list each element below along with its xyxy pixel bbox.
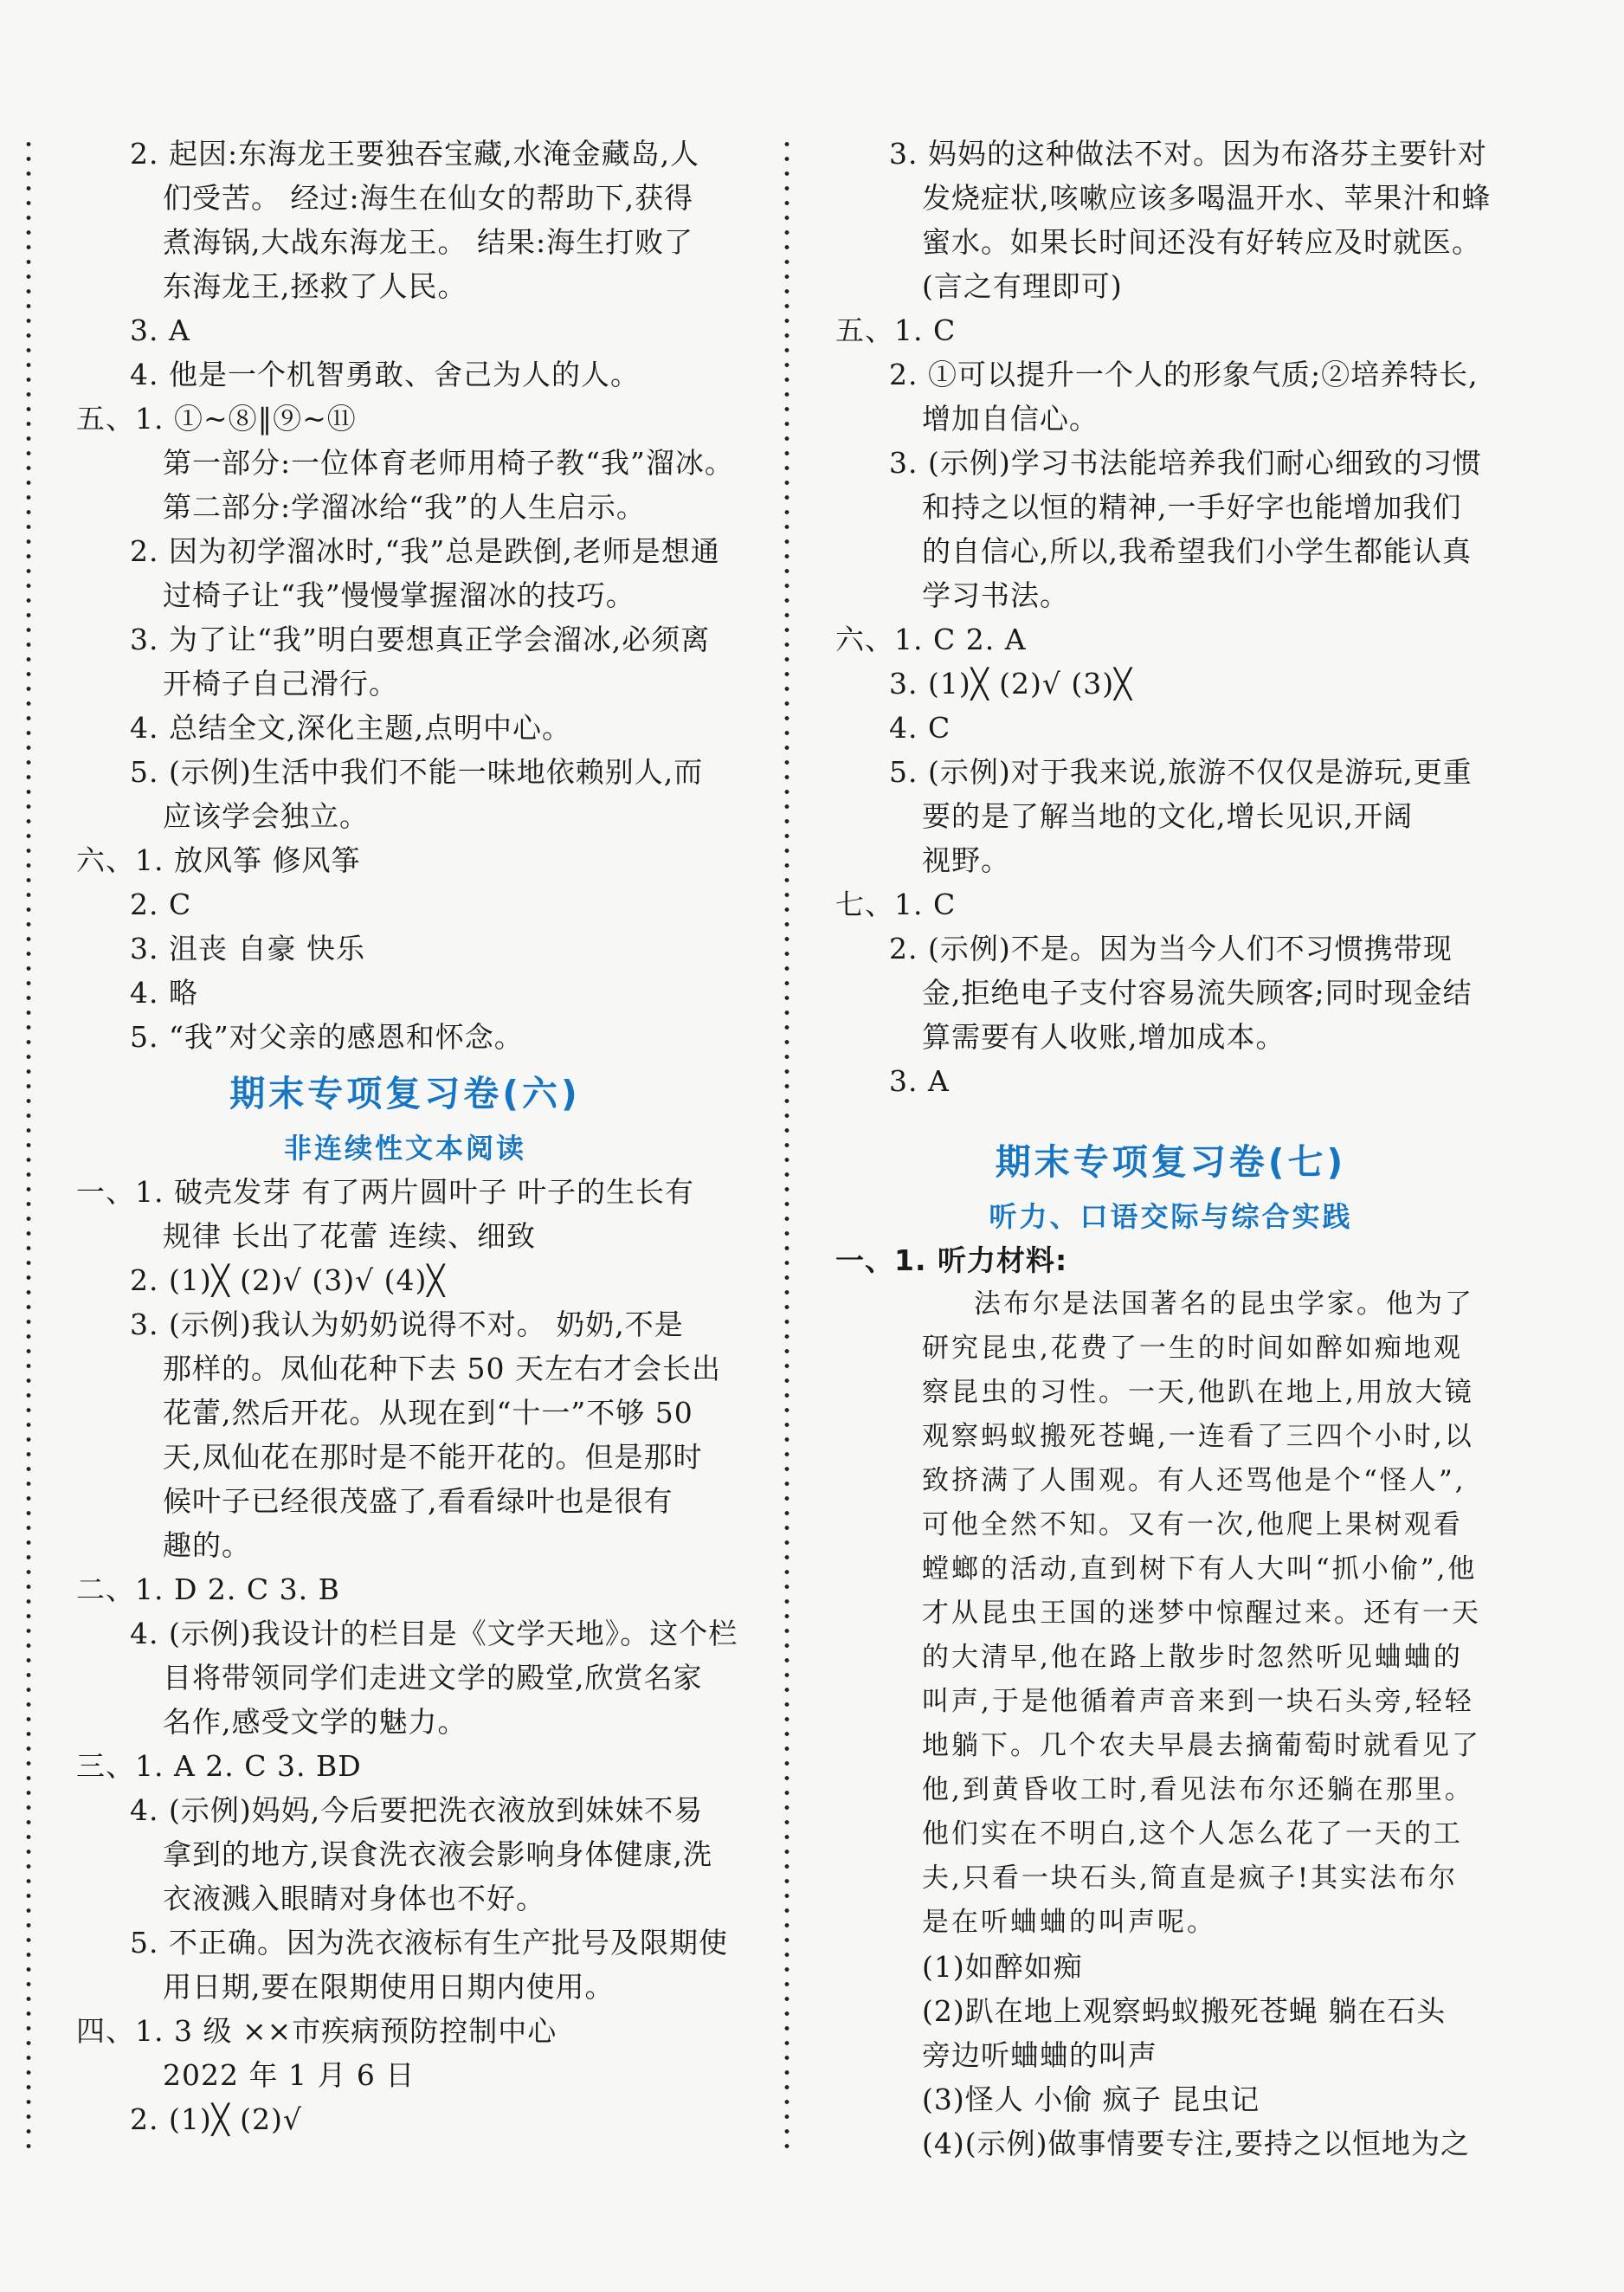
answer-line: 3. 沮丧 自豪 快乐 bbox=[130, 932, 365, 965]
answer-line: 2. (1)╳ (2)√ bbox=[130, 2102, 302, 2136]
answer-line: 候叶子已经很茂盛了,看看绿叶也是很有 bbox=[163, 1484, 673, 1518]
answer-line: 煮海锅,大战东海龙王。 结果:海生打败了 bbox=[163, 225, 694, 259]
answer-line: 天,凤仙花在那时是不能开花的。但是那时 bbox=[163, 1440, 703, 1474]
answer-line: 4. 他是一个机智勇敢、舍己为人的人。 bbox=[130, 358, 640, 391]
answer-line: 5. (示例)生活中我们不能一味地依赖别人,而 bbox=[130, 755, 704, 789]
answer-line: 5. “我”对父亲的感恩和怀念。 bbox=[130, 1020, 524, 1054]
listening-heading: 一、1. 听力材料: bbox=[835, 1243, 1068, 1277]
answer-line: 发烧症状,咳嗽应该多喝温开水、苹果汁和蜂 bbox=[922, 181, 1492, 215]
answer-line: 4. 总结全文,深化主题,点明中心。 bbox=[130, 711, 571, 745]
answer-line: 2. ①可以提升一个人的形象气质;②培养特长, bbox=[889, 358, 1479, 391]
answer-line: 2. C bbox=[130, 888, 192, 921]
left-answers-top bbox=[76, 132, 734, 1059]
answer-line: 3. (示例)我认为奶奶说得不对。 奶奶,不是 bbox=[130, 1307, 684, 1341]
answer-line: 夫,只看一块石头,简直是疯子!其实法布尔 bbox=[922, 1863, 1459, 1894]
answer-line: 2. 因为初学溜冰时,“我”总是跌倒,老师是想通 bbox=[130, 534, 720, 568]
answer-line: 七、1. C bbox=[835, 888, 957, 921]
answer-line: 法布尔是法国著名的昆虫学家。他为了 bbox=[974, 1288, 1474, 1320]
answer-line: 3. A bbox=[889, 1064, 950, 1098]
answer-line: 和持之以恒的精神,一手好字也能增加我们 bbox=[922, 490, 1462, 524]
answer-line: 增加自信心。 bbox=[922, 402, 1099, 436]
answer-line: 他,到黄昏收工时,看见法布尔还躺在那里。 bbox=[922, 1774, 1474, 1805]
answer-line: (4)(示例)做事情要专注,要持之以恒地为之 bbox=[922, 2127, 1470, 2160]
answer-line: 东海龙王,拯救了人民。 bbox=[163, 269, 467, 303]
answer-line: 3. (示例)学习书法能培养我们耐心细致的习惯 bbox=[889, 446, 1482, 480]
answer-line: 要的是了解当地的文化,增长见识,开阔 bbox=[922, 799, 1413, 833]
answer-line: 视野。 bbox=[922, 843, 1010, 877]
answer-line: 4. (示例)我设计的栏目是《文学天地》。这个栏 bbox=[130, 1617, 738, 1650]
binding-dots-middle bbox=[784, 137, 789, 2154]
answer-line: 5. (示例)对于我来说,旅游不仅仅是游玩,更重 bbox=[889, 755, 1473, 789]
answer-line: 旁边听蛐蛐的叫声 bbox=[922, 2038, 1157, 2072]
answer-line: 三、1. A 2. C 3. BD bbox=[76, 1749, 362, 1783]
answer-line: 六、1. 放风筝 修风筝 bbox=[76, 843, 361, 877]
section-subtitle-7: 听力、口语交际与综合实践 bbox=[989, 1200, 1353, 1233]
answer-line: 3. (1)╳ (2)√ (3)╳ bbox=[889, 667, 1132, 701]
answer-line: 才从昆虫王国的迷梦中惊醒过来。还有一天 bbox=[922, 1598, 1481, 1629]
answer-line: (1)如醉如痴 bbox=[922, 1950, 1083, 1984]
answer-line: 金,拒绝电子支付容易流失顾客;同时现金结 bbox=[922, 976, 1473, 1010]
answer-line: 3. A bbox=[130, 313, 190, 347]
answer-line: 的大清早,他在路上散步时忽然听见蛐蛐的 bbox=[922, 1642, 1463, 1673]
answer-line: 名作,感受文学的魅力。 bbox=[163, 1705, 467, 1739]
answer-line: 拿到的地方,误食洗衣液会影响身体健康,洗 bbox=[163, 1837, 712, 1871]
answer-line: 五、1. C bbox=[835, 313, 957, 347]
answer-line: 可他全然不知。又有一次,他爬上果树观看 bbox=[922, 1509, 1463, 1540]
answer-line: 2. (示例)不是。因为当今人们不习惯携带现 bbox=[889, 932, 1453, 965]
answer-line: 二、1. D 2. C 3. B bbox=[76, 1572, 340, 1606]
section-title-7: 期末专项复习卷(七) bbox=[995, 1141, 1347, 1183]
answer-line: 四、1. 3 级 ××市疾病预防控制中心 bbox=[76, 2014, 557, 2048]
answer-line: 5. 不正确。因为洗衣液标有生产批号及限期使 bbox=[130, 1926, 728, 1959]
right-column bbox=[835, 132, 1506, 2166]
answer-line: 一、1. 破壳发芽 有了两片圆叶子 叶子的生长有 bbox=[76, 1175, 694, 1209]
left-answers-bottom bbox=[76, 1170, 738, 2141]
answer-line: 学习书法。 bbox=[922, 578, 1069, 612]
answer-line: 第二部分:学溜冰给“我”的人生启示。 bbox=[163, 490, 646, 524]
answer-line: 六、1. C 2. A bbox=[835, 623, 1027, 656]
answer-line: 用日期,要在限期使用日期内使用。 bbox=[163, 1970, 615, 2004]
answer-line: 是在听蛐蛐的叫声呢。 bbox=[922, 1907, 1216, 1938]
answer-line: 2022 年 1 月 6 日 bbox=[163, 2058, 416, 2092]
answer-line: 蜜水。如果长时间还没有好转应及时就医。 bbox=[922, 225, 1481, 259]
answer-line: 目将带领同学们走进文学的殿堂,欣赏名家 bbox=[163, 1661, 703, 1695]
answer-line: 4. C bbox=[889, 711, 951, 745]
right-answers-top bbox=[835, 132, 1506, 1103]
answer-line: 那样的。凤仙花种下去 50 天左右才会长出 bbox=[163, 1352, 721, 1385]
section-subtitle-6: 非连续性文本阅读 bbox=[283, 1132, 526, 1165]
answer-line: 观察蚂蚁搬死苍蝇,一连看了三四个小时,以 bbox=[922, 1421, 1474, 1452]
right-answers-bottom bbox=[835, 1945, 1506, 2166]
answer-line: 研究昆虫,花费了一生的时间如醉如痴地观 bbox=[922, 1333, 1463, 1364]
answer-line: 过椅子让“我”慢慢掌握溜冰的技巧。 bbox=[163, 578, 635, 612]
answer-line: 致挤满了人围观。有人还骂他是个“怪人”, bbox=[922, 1465, 1466, 1496]
answer-line: 规律 长出了花蕾 连续、细致 bbox=[163, 1219, 536, 1253]
answer-line: 2. 起因:东海龙王要独吞宝藏,水淹金藏岛,人 bbox=[130, 137, 700, 171]
answer-line: 开椅子自己滑行。 bbox=[163, 667, 398, 701]
answer-line: 4. (示例)妈妈,今后要把洗衣液放到妹妹不易 bbox=[130, 1793, 704, 1827]
binding-dots-left bbox=[26, 137, 31, 2154]
answer-line: 3. 为了让“我”明白要想真正学会溜冰,必须离 bbox=[130, 623, 711, 656]
left-column bbox=[76, 132, 738, 2141]
section-title-6: 期末专项复习卷(六) bbox=[229, 1073, 581, 1114]
answer-line: 叫声,于是他循着声音来到一块石头旁,轻轻 bbox=[922, 1686, 1474, 1717]
answer-line: 他们实在不明白,这个人怎么花了一天的工 bbox=[922, 1818, 1463, 1850]
answer-line: 应该学会独立。 bbox=[163, 799, 369, 833]
answer-line: 地躺下。几个农夫早晨去摘葡萄时就看见了 bbox=[922, 1730, 1481, 1761]
answer-line: 的自信心,所以,我希望我们小学生都能认真 bbox=[922, 534, 1472, 568]
answer-line: 趣的。 bbox=[163, 1528, 251, 1562]
answer-line: (3)怪人 小偷 疯子 昆虫记 bbox=[922, 2082, 1260, 2116]
answer-line: 第一部分:一位体育老师用椅子教“我”溜冰。 bbox=[163, 446, 734, 480]
answer-line: (言之有理即可) bbox=[922, 269, 1123, 303]
answer-line: 螳螂的活动,直到树下有人大叫“抓小偷”,他 bbox=[922, 1553, 1478, 1585]
answer-line: 们受苦。 经过:海生在仙女的帮助下,获得 bbox=[163, 181, 694, 215]
answer-line: 算需要有人收账,增加成本。 bbox=[922, 1020, 1286, 1054]
answer-line: (2)趴在地上观察蚂蚁搬死苍蝇 躺在石头 bbox=[922, 1994, 1447, 2028]
answer-line: 花蕾,然后开花。从现在到“十一”不够 50 bbox=[163, 1396, 693, 1430]
listening-material bbox=[835, 1282, 1506, 1945]
answer-line: 衣液溅入眼睛对身体也不好。 bbox=[163, 1882, 545, 1915]
answer-line: 五、1. ①~⑧‖⑨~⑪ bbox=[76, 402, 357, 436]
answer-line: 察昆虫的习性。一天,他趴在地上,用放大镜 bbox=[922, 1377, 1474, 1408]
answer-line: 4. 略 bbox=[130, 976, 198, 1010]
answer-line: 2. (1)╳ (2)√ (3)√ (4)╳ bbox=[130, 1263, 446, 1297]
answer-line: 3. 妈妈的这种做法不对。因为布洛芬主要针对 bbox=[889, 137, 1487, 171]
